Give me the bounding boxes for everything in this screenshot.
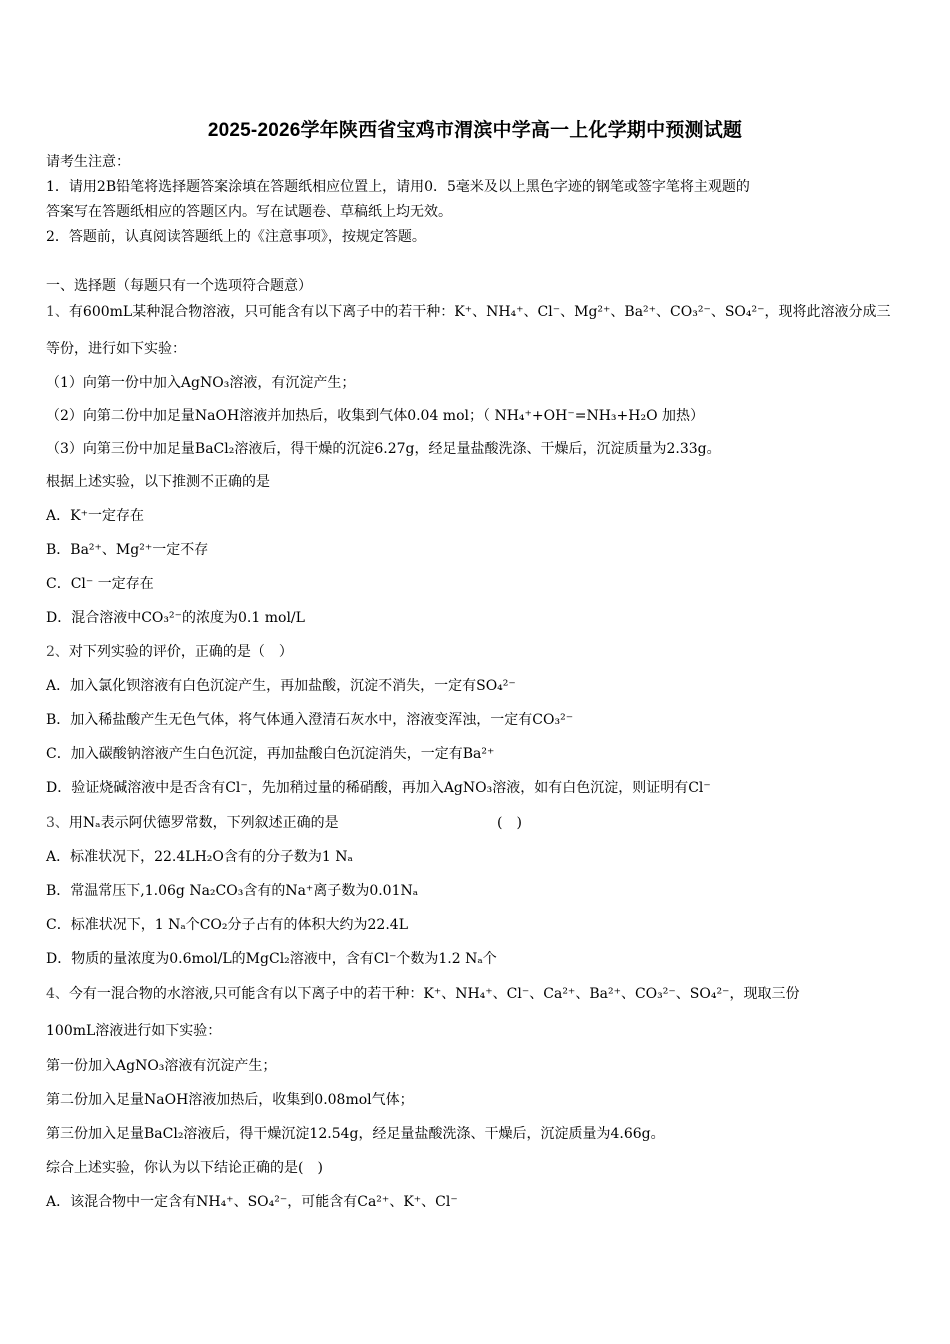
q1-number: 1、 bbox=[46, 304, 69, 320]
q1-experiment-3: （3）向第三份中加足量BaCl₂溶液后，得干燥的沉淀6.27g，经足量盐酸洗涤、干燥后，沉淀质量为2.33g。 bbox=[46, 441, 721, 457]
q1-experiment-2: （2）向第二份中加足量NaOH溶液并加热后，收集到气体0.04 mol；（ NH₄⁺+OH⁻=NH₃+H₂O 加热） bbox=[46, 408, 704, 424]
q2-number: 2、 bbox=[46, 644, 69, 660]
section-heading: 一、选择题（每题只有一个选项符合题意） bbox=[46, 278, 312, 294]
q2-option-d: D．验证烧碱溶液中是否含有Cl⁻，先加稍过量的稀硝酸，再加入AgNO₃溶液，如有白色沉淀，则证明有Cl⁻ bbox=[46, 780, 711, 796]
q4-experiment-2: 第二份加入足量NaOH溶液加热后，收集到0.08mol气体； bbox=[46, 1092, 414, 1108]
q4-experiment-3: 第三份加入足量BaCl₂溶液后，得干燥沉淀12.54g，经足量盐酸洗涤、干燥后，沉淀质量为4.66g。 bbox=[46, 1126, 665, 1142]
q3-option-c: C．标准状况下，1 Nₐ个CO₂分子占有的体积大约为22.4L bbox=[46, 917, 408, 933]
page-title: 2025-2026学年陕西省宝鸡市渭滨中学高一上化学期中预测试题 bbox=[207, 120, 743, 141]
q2-option-b: B．加入稀盐酸产生无色气体，将气体通入澄清石灰水中，溶液变浑浊，一定有CO₃²⁻ bbox=[46, 712, 574, 728]
q3-option-a: A．标准状况下，22.4LH₂O含有的分子数为1 Nₐ bbox=[46, 849, 353, 865]
q1-option-a: A．K⁺一定存在 bbox=[46, 508, 144, 524]
q3-option-d: D．物质的量浓度为0.6mol/L的MgCl₂溶液中，含有Cl⁻个数为1.2 Nₐ个 bbox=[46, 951, 497, 967]
q1-experiment-1: （1）向第一份中加入AgNO₃溶液，有沉淀产生； bbox=[46, 375, 356, 391]
q4-option-a: A．该混合物中一定含有NH₄⁺、SO₄²⁻，可能含有Ca²⁺、K⁺、Cl⁻ bbox=[46, 1194, 458, 1210]
notice-item-1-line-1: 1．请用2B铅笔将选择题答案涂填在答题纸相应位置上，请用0．5毫米及以上黑色字迹的钢笔或签字笔将主观题的 bbox=[46, 179, 750, 195]
q4-line-2: 100mL溶液进行如下实验： bbox=[46, 1023, 222, 1039]
q4-number: 4、 bbox=[46, 986, 69, 1002]
q2-stem-line bbox=[46, 643, 293, 661]
q1-line-2: 等份，进行如下实验： bbox=[46, 341, 186, 357]
q4-text-1: 今有一混合物的水溶液,只可能含有以下离子中的若干种：K⁺、NH₄⁺、Cl⁻、Ca²⁺、Ba²⁺、CO₃²⁻、SO₄²⁻，现取三份 bbox=[68, 986, 800, 1002]
q1-line-1 bbox=[46, 303, 891, 321]
q1-option-d: D．混合溶液中CO₃²⁻的浓度为0.1 mol/L bbox=[46, 610, 305, 626]
q4-stem: 综合上述实验，你认为以下结论正确的是( ) bbox=[46, 1160, 323, 1176]
notice-heading: 请考生注意： bbox=[46, 154, 130, 170]
q4-experiment-1: 第一份加入AgNO₃溶液有沉淀产生； bbox=[46, 1058, 277, 1074]
notice-item-2: 2．答题前，认真阅读答题纸上的《注意事项》，按规定答题。 bbox=[46, 229, 426, 245]
q3-number: 3、 bbox=[46, 815, 69, 831]
q2-option-c: C．加入碳酸钠溶液产生白色沉淀，再加盐酸白色沉淀消失，一定有Ba²⁺ bbox=[46, 746, 495, 762]
q2-option-a: A．加入氯化钡溶液有白色沉淀产生，再加盐酸，沉淀不消失，一定有SO₄²⁻ bbox=[46, 678, 516, 694]
q1-stem: 根据上述实验，以下推测不正确的是 bbox=[46, 474, 270, 490]
q1-option-c: C．Cl⁻ 一定存在 bbox=[46, 576, 154, 592]
q3-answer-paren: ( ) bbox=[497, 815, 522, 831]
q2-stem: 对下列实验的评价，正确的是（ ） bbox=[68, 644, 293, 660]
q3-stem-line bbox=[46, 814, 339, 832]
q3-stem: 用Nₐ表示阿伏德罗常数，下列叙述正确的是 bbox=[68, 815, 339, 831]
q4-line-1 bbox=[46, 985, 799, 1003]
q1-text-1: 有600mL某种混合物溶液，只可能含有以下离子中的若干种：K⁺、NH₄⁺、Cl⁻、Mg²⁺、Ba²⁺、CO₃²⁻、SO₄²⁻，现将此溶液分成三 bbox=[68, 304, 891, 320]
q1-option-b: B．Ba²⁺、Mg²⁺一定不存 bbox=[46, 542, 209, 558]
q3-option-b: B．常温常压下,1.06g Na₂CO₃含有的Na⁺离子数为0.01Nₐ bbox=[46, 883, 419, 899]
notice-item-1-line-2: 答案写在答题纸相应的答题区内。写在试题卷、草稿纸上均无效。 bbox=[46, 204, 452, 220]
